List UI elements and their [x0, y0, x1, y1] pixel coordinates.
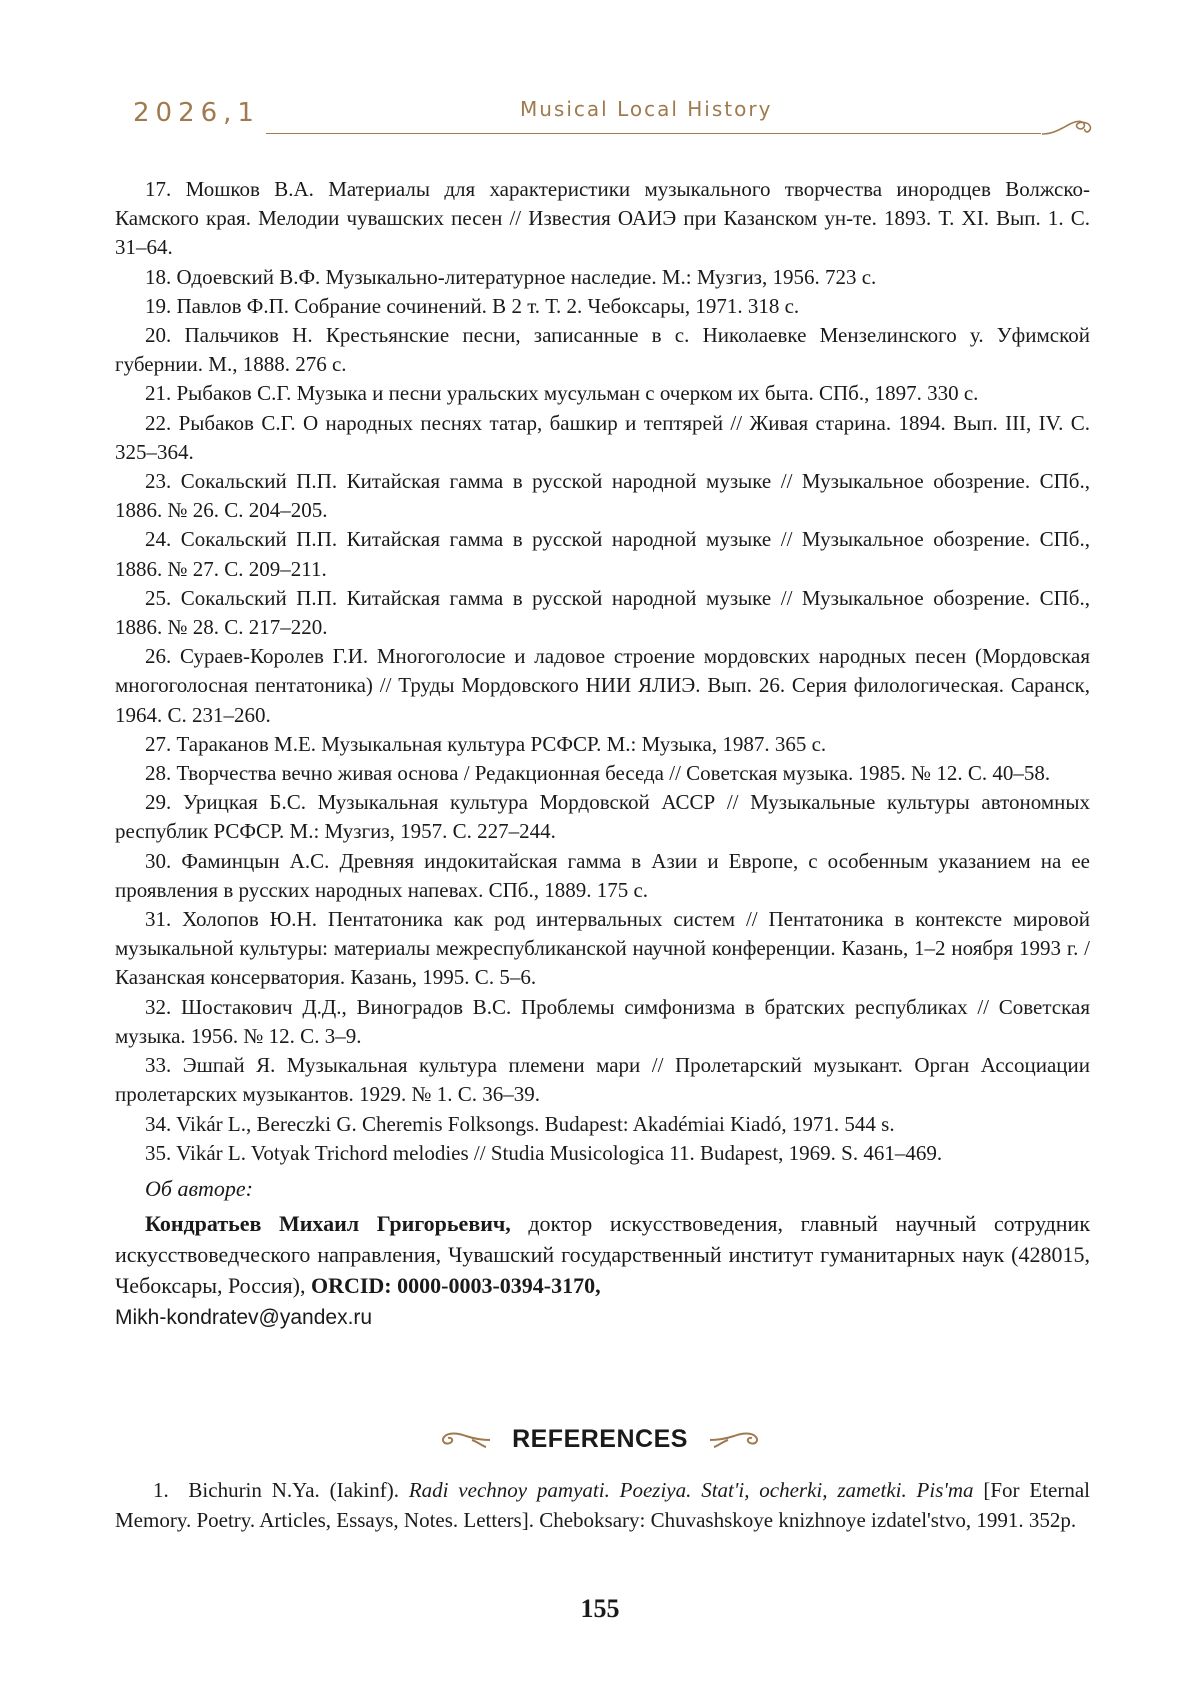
reference-item: 31. Холопов Ю.Н. Пентатоника как род интервальных систем // Пентатоника в контексте мировой музыкальной культуры: материалы межреспубликанской научной конференции. Казань, 1–2 ноября 1993 г. / Казанская консерватория. Казань, 1995. С. 5–6.	[115, 907, 1090, 990]
reference-item: 18. Одоевский В.Ф. Музыкально-литературное наследие. М.: Музгиз, 1956. 723 с.	[145, 264, 877, 289]
references-ru-list	[115, 175, 1090, 1333]
right-ornament-icon	[708, 1428, 768, 1452]
page-header	[0, 0, 1200, 150]
header-rule	[266, 133, 1041, 134]
issue-number: 2026,1	[133, 98, 260, 128]
reference-details: [For Eternal Memory. Poetry. Articles, Essays, Notes. Letters]. Cheboksary: Chuvashskoye knizhnoye izdatel'stvo, 1991. 352p.	[115, 1478, 1090, 1532]
author-info	[115, 1208, 1090, 1333]
reference-author: Bichurin N.Ya. (Iakinf).	[188, 1478, 399, 1502]
reference-item: 33. Эшпай Я. Музыкальная культура племени мари // Пролетарский музыкант. Орган Ассоциации пролетарских музыкантов. 1929. № 1. С. 36–39.	[115, 1053, 1090, 1107]
swirl-ornament-icon	[1040, 114, 1096, 140]
author-name: Кондратьев Михаил Григорьевич,	[145, 1210, 511, 1236]
references-en-list	[115, 1476, 1090, 1535]
journal-title: Musical Local History	[520, 97, 773, 121]
reference-item: 28. Творчества вечно живая основа / Редакционная беседа // Советская музыка. 1985. № 12. С. 40–58.	[145, 761, 1051, 786]
author-orcid: ORCID: 0000-0003-0394-3170,	[310, 1272, 601, 1298]
reference-item: 34. Vikár L., Bereczki G. Cheremis Folksongs. Budapest: Akadémiai Kiadó, 1971. 544 s.	[145, 1111, 895, 1136]
reference-item: 20. Пальчиков Н. Крестьянские песни, записанные в с. Николаевке Мензелинского у. Уфимской губернии. М., 1888. 276 с.	[115, 323, 1090, 377]
reference-item: 35. Vikár L. Votyak Trichord melodies // Studia Musicologica 11. Budapest, 1969. S. 461–469.	[145, 1140, 943, 1165]
reference-item: 25. Сокальский П.П. Китайская гамма в русской народной музыке // Музыкальное обозрение. СПб., 1886. № 28. С. 217–220.	[115, 585, 1090, 640]
reference-item: 23. Сокальский П.П. Китайская гамма в русской народной музыке // Музыкальное обозрение. СПб., 1886. № 26. С. 204–205.	[115, 469, 1090, 523]
reference-item: 24. Сокальский П.П. Китайская гамма в русской народной музыке // Музыкальное обозрение. СПб., 1886. № 27. С. 209–211.	[115, 527, 1090, 581]
reference-item-en	[115, 1476, 1090, 1535]
reference-item: 19. Павлов Ф.П. Собрание сочинений. В 2 т. Т. 2. Чебоксары, 1971. 318 с.	[145, 293, 800, 318]
reference-item: 27. Тараканов М.Е. Музыкальная культура РСФСР. М.: Музыка, 1987. 365 с.	[145, 731, 827, 756]
reference-item: 21. Рыбаков С.Г. Музыка и песни уральских мусульман с очерком их быта. СПб., 1897. 330 с.	[145, 381, 979, 406]
reference-item: 22. Рыбаков С.Г. О народных песнях татар, башкир и тептярей // Живая старина. 1894. Вып. III, IV. С. 325–364.	[115, 410, 1090, 464]
page-number: 155	[580, 1594, 620, 1623]
reference-item: 26. Сураев-Королев Г.И. Многоголосие и ладовое строение мордовских народных песен (Мордовская многоголосная пентатоника) // Труды Мордовского НИИ ЯЛИЭ. Вып. 26. Серия филологическая. Саранск, 1964. С. 231–260.	[115, 644, 1090, 727]
reference-item: 29. Урицкая Б.С. Музыкальная культура Мордовской АССР // Музыкальные культуры автономных республик РСФСР. М.: Музгиз, 1957. С. 227–244.	[115, 790, 1090, 844]
author-email: Mikh-kondratev@yandex.ru	[115, 1305, 373, 1329]
about-author-label: Об авторе:	[145, 1175, 253, 1201]
author-description: доктор искусствоведения, главный научный сотрудник искусствоведческого направления, Чувашский государственный институт гуманитарных наук (428015, Чебоксары, Россия),	[115, 1210, 1091, 1298]
references-title: REFERENCES	[512, 1425, 688, 1453]
reference-item: 32. Шостакович Д.Д., Виноградов В.С. Проблемы симфонизма в братских республиках // Советская музыка. 1956. № 12. С. 3–9.	[115, 994, 1090, 1048]
references-heading	[0, 1425, 1200, 1465]
left-ornament-icon	[432, 1428, 492, 1452]
reference-number: 1.	[153, 1478, 169, 1502]
reference-title: Radi vechnoy pamyati. Poeziya. Stat'i, ocherki, zametki. Pis'ma	[408, 1478, 974, 1502]
reference-item: 30. Фаминцын А.С. Древняя индокитайская гамма в Азии и Европе, с особенным указанием на ее проявления в русских народных напевах. СПб., 1889. 175 с.	[115, 848, 1090, 902]
reference-item: 17. Мошков В.А. Материалы для характеристики музыкального творчества инородцев Волжско-Камского края. Мелодии чувашских песен // Известия ОАИЭ при Казанском ун-те. 1893. Т. XI. Вып. 1. С. 31–64.	[115, 177, 1090, 260]
